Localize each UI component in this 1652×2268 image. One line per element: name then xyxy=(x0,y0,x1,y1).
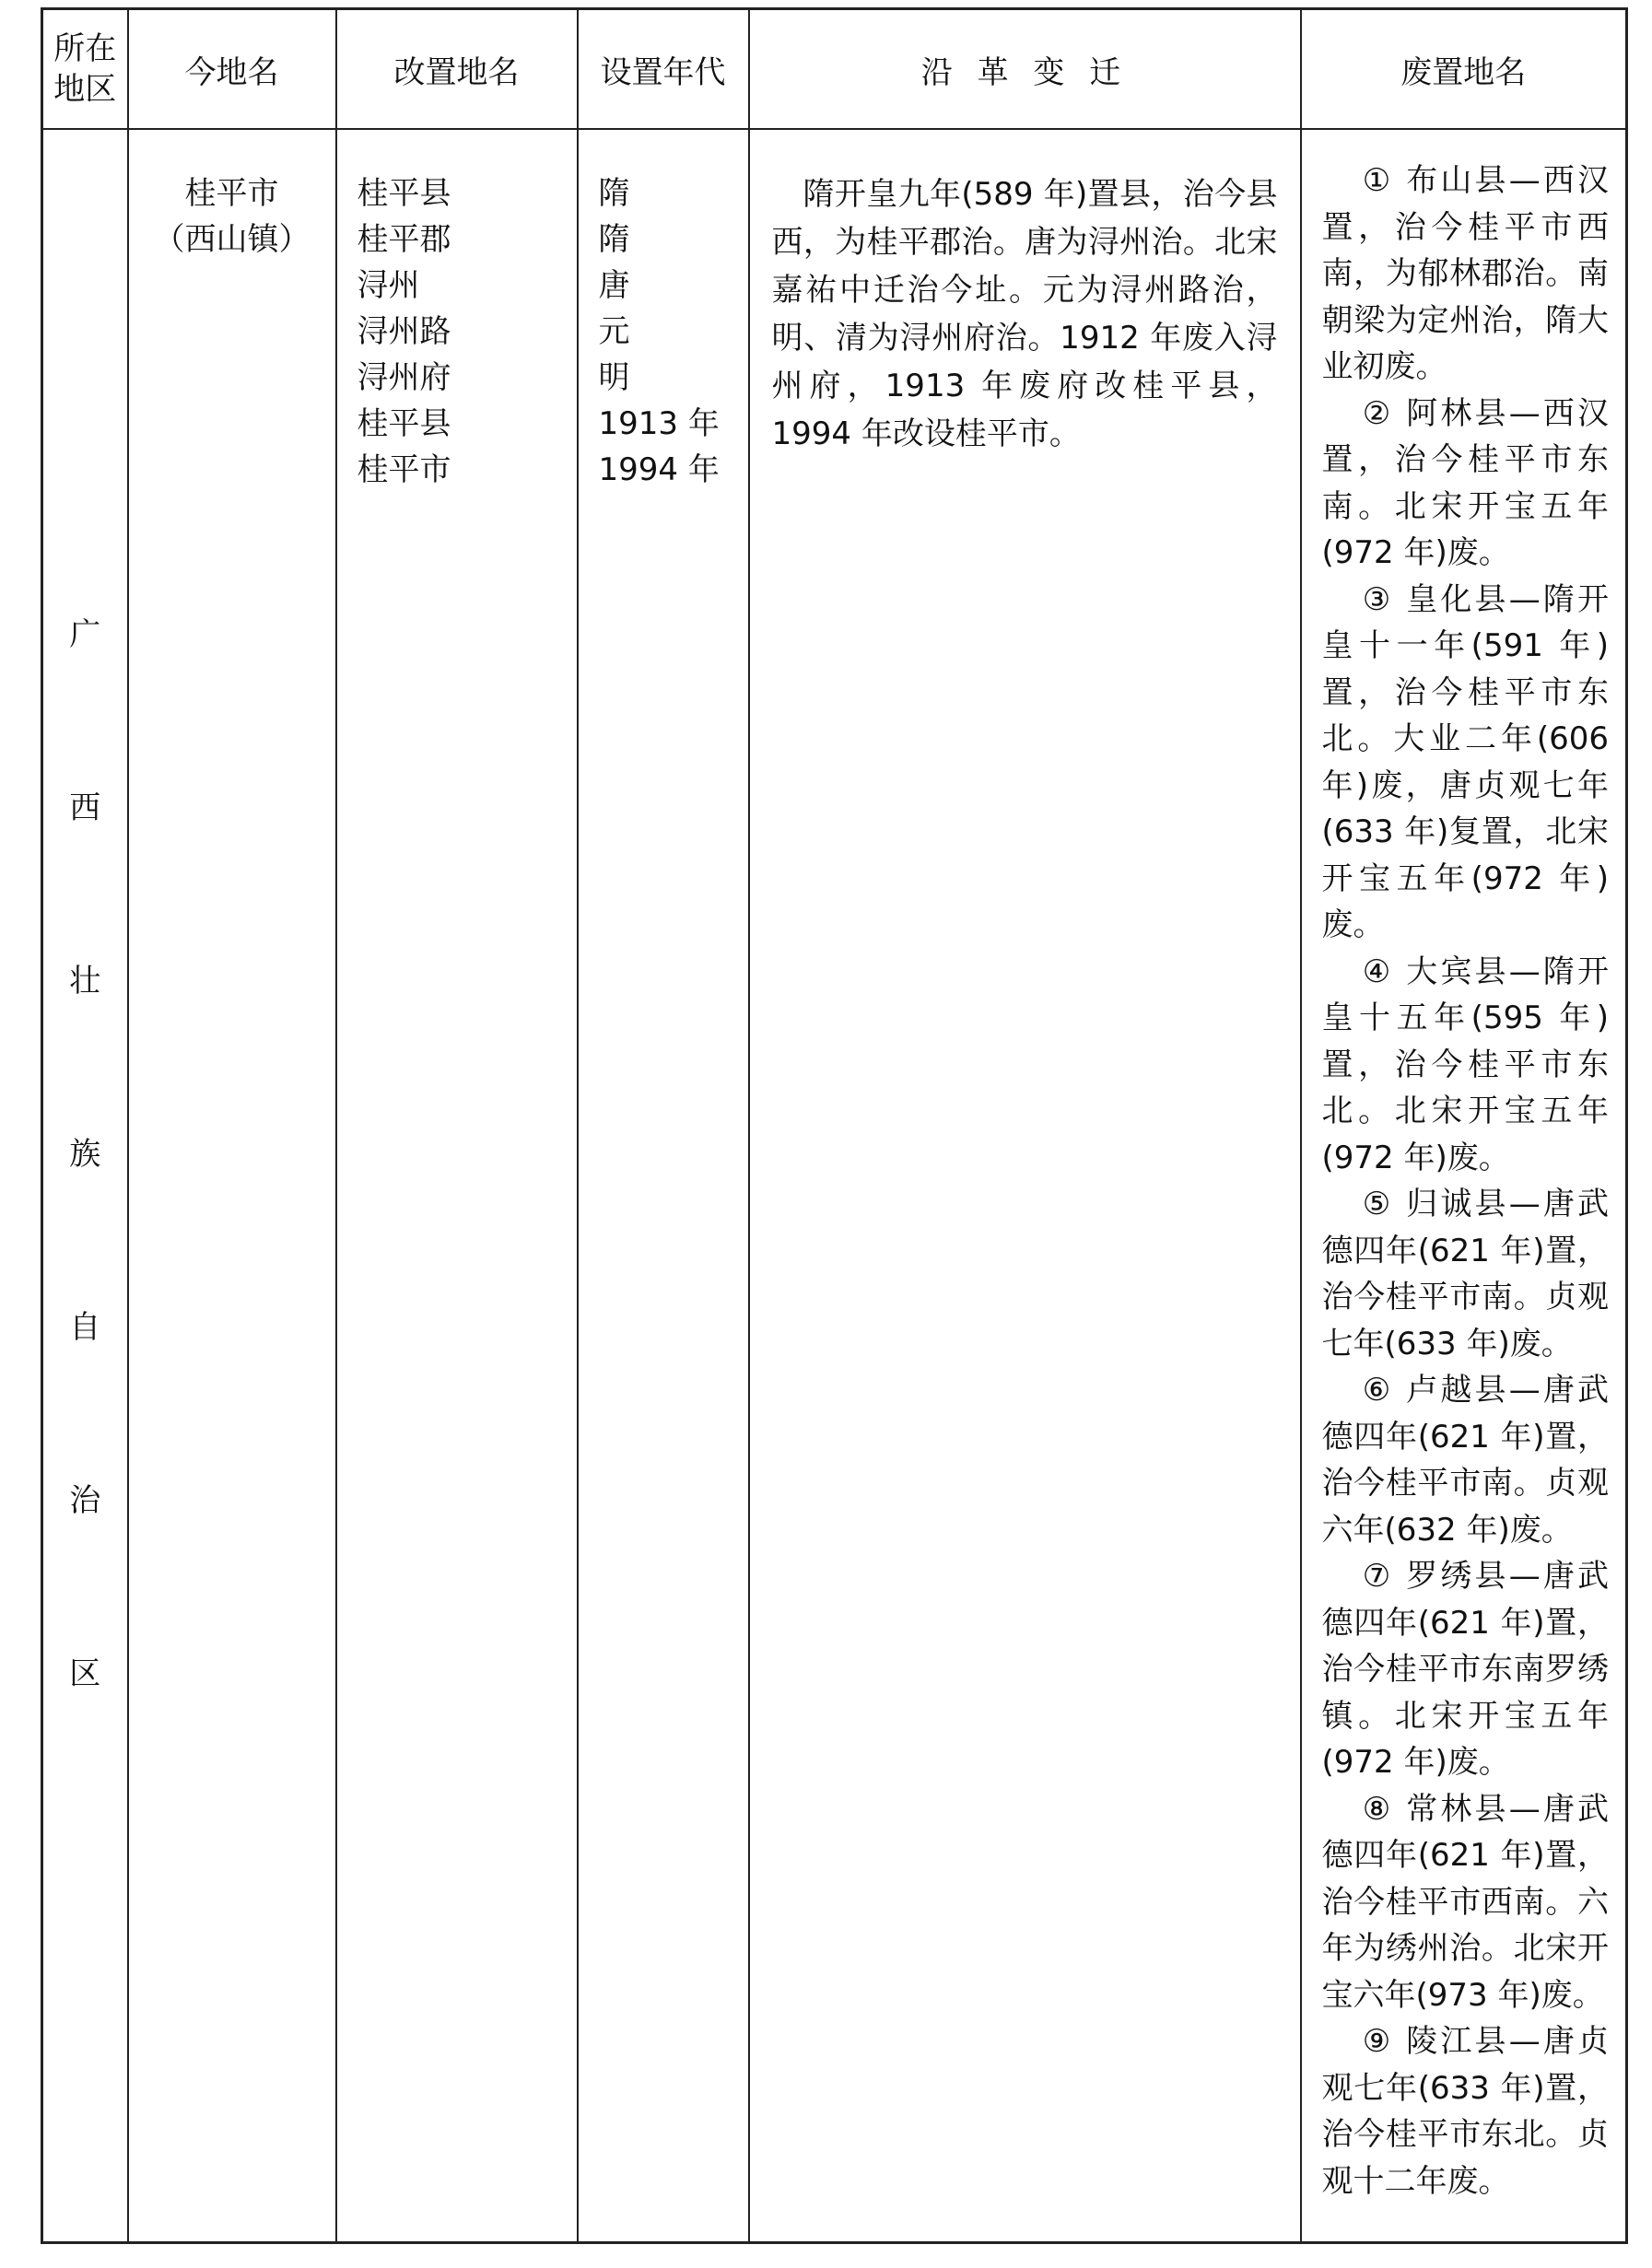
region-cell xyxy=(42,129,128,2243)
established-year-item: 隋 xyxy=(598,175,630,212)
renamed-place-item: 浔州府 xyxy=(357,359,451,396)
abolished-place-entry: ② 阿林县—西汉置，治今桂平市东南。北宋开宝五年(972 年)废。 xyxy=(1321,394,1609,571)
abolished-cell xyxy=(1301,129,1627,2243)
current-name-cell xyxy=(128,129,336,2243)
established-cell xyxy=(578,129,749,2243)
gazetteer-table xyxy=(41,7,1628,2244)
established-year-item: 明 xyxy=(598,359,630,396)
region-char: 区 xyxy=(69,1655,101,1692)
established-year-item: 1994 年 xyxy=(598,451,720,488)
abolished-place-entry: ⑤ 归诚县—唐武德四年(621 年)置，治今桂平市南。贞观七年(633 年)废。 xyxy=(1321,1186,1609,1362)
abolished-place-entry: ⑧ 常林县—唐武德四年(621 年)置，治今桂平市西南。六年为绣州治。北宋开宝六年(973 年)废。 xyxy=(1321,1790,1609,2014)
region-char: 广 xyxy=(69,616,101,653)
abolished-place-entry: ⑥ 卢越县—唐武德四年(621 年)置，治今桂平市南。贞观六年(632 年)废。 xyxy=(1321,1372,1609,1549)
current-name: 桂平市 xyxy=(184,175,279,212)
abolished-place-entry: ④ 大宾县—隋开皇十五年(595 年)置，治今桂平市东北。北宋开宝五年(972 年)废。 xyxy=(1321,953,1609,1176)
renamed-place-item: 桂平市 xyxy=(357,451,451,488)
header-history: 沿 革 变 迁 xyxy=(749,9,1301,130)
renamed-place-item: 桂平郡 xyxy=(357,221,451,258)
header-region xyxy=(42,9,128,130)
abolished-place-entry: ① 布山县—西汉置，治今桂平市西南，为郁林郡治。南朝梁为定州治，隋大业初废。 xyxy=(1321,162,1609,385)
established-year-item: 元 xyxy=(598,313,630,350)
table-row xyxy=(42,129,1627,2243)
renamed-place-item: 浔州 xyxy=(357,267,420,304)
renamed-place-item: 浔州路 xyxy=(357,313,451,350)
header-row xyxy=(42,9,1627,130)
abolished-place-entry: ⑨ 陵江县—唐贞观七年(633 年)置，治今桂平市东北。贞观十二年废。 xyxy=(1321,2023,1609,2200)
established-year-item: 唐 xyxy=(598,267,630,304)
current-seat: （西山镇） xyxy=(153,221,310,258)
region-char: 壮 xyxy=(69,963,101,1000)
renamed-place-item: 桂平县 xyxy=(357,405,451,442)
renamed-place-item: 桂平县 xyxy=(357,175,451,212)
header-current-name: 今地名 xyxy=(128,9,336,130)
region-char: 西 xyxy=(69,789,101,826)
region-char: 族 xyxy=(69,1136,101,1173)
region-char: 自 xyxy=(69,1309,101,1346)
header-region-line2: 地区 xyxy=(53,71,117,108)
established-year-item: 1913 年 xyxy=(598,405,720,442)
header-region-line1: 所在 xyxy=(53,30,117,67)
established-year-item: 隋 xyxy=(598,221,630,258)
renamed-place-cell xyxy=(336,129,578,2243)
header-abolished: 废置地名 xyxy=(1301,9,1627,130)
abolished-place-entry: ③ 皇化县—隋开皇十一年(591 年)置，治今桂平市东北。大业二年(606 年)废，唐贞观七年(633 年)复置，北宋开宝五年(972 年)废。 xyxy=(1321,580,1609,943)
history-cell xyxy=(749,129,1301,2243)
region-char: 治 xyxy=(69,1482,101,1519)
history-text: 隋开皇九年(589 年)置县，治今县西，为桂平郡治。唐为浔州治。北宋嘉祐中迁治今址。元为浔州路治，明、清为浔州府治。1912 年废入浔州府，1913 年废府改桂平县，1994 年改设桂平市。 xyxy=(771,176,1278,452)
header-established: 设置年代 xyxy=(578,9,749,130)
abolished-place-entry: ⑦ 罗绣县—唐武德四年(621 年)置，治今桂平市东南罗绣镇。北宋开宝五年(972 年)废。 xyxy=(1321,1558,1609,1781)
header-renamed-place: 改置地名 xyxy=(336,9,578,130)
region-name-vertical xyxy=(43,609,127,1821)
